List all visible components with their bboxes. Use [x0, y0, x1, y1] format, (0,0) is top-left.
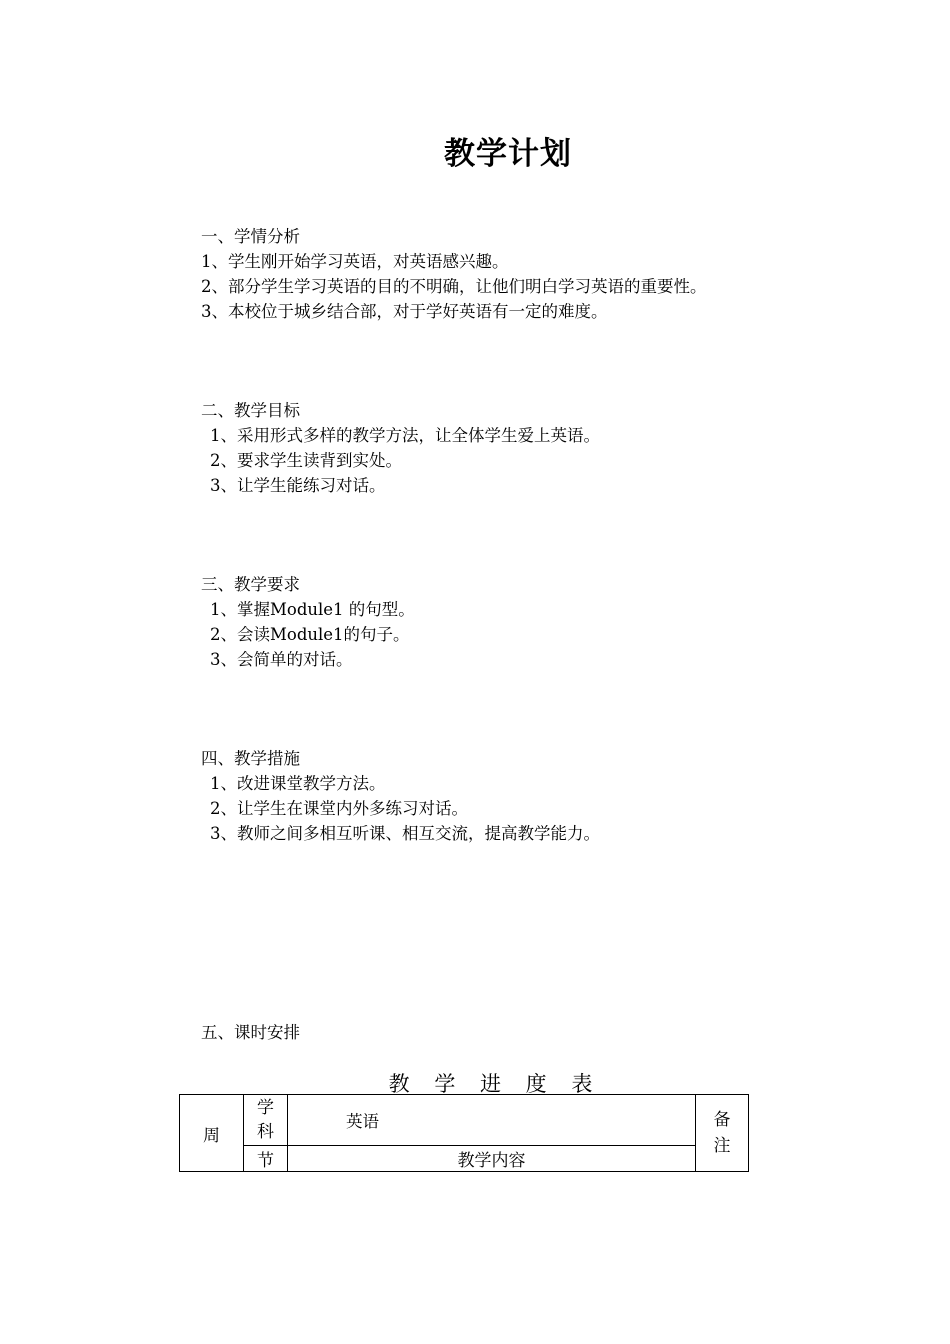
section-heading: 一、学情分析 — [201, 227, 300, 246]
week-header: 周 — [180, 1095, 244, 1172]
remark-header-line1: 备 — [713, 1110, 731, 1130]
list-item: 1、采用形式多样的教学方法，让全体学生爱上英语。 — [210, 426, 600, 445]
section-heading: 三、教学要求 — [201, 575, 300, 594]
subject-header — [244, 1095, 288, 1146]
list-item: 1、学生刚开始学习英语，对英语感兴趣。 — [201, 252, 509, 271]
subject-header-line1: 学 — [257, 1098, 274, 1118]
section-schedule — [201, 1020, 300, 1045]
list-item: 2、会读Module1的句子。 — [210, 625, 410, 644]
list-item: 2、部分学生学习英语的目的不明确，让他们明白学习英语的重要性。 — [201, 277, 707, 296]
list-item: 1、改进课堂教学方法。 — [210, 774, 386, 793]
section-teaching-requirements — [201, 572, 415, 672]
schedule-table — [179, 1094, 749, 1172]
list-item: 2、让学生在课堂内外多练习对话。 — [210, 799, 468, 818]
list-item: 3、会简单的对话。 — [210, 650, 353, 669]
list-item: 1、掌握Module1 的句型。 — [210, 600, 415, 619]
list-item: 3、让学生能练习对话。 — [210, 476, 386, 495]
section-header: 节 — [244, 1146, 288, 1172]
subject-value: 英语 — [288, 1095, 696, 1146]
remark-header — [696, 1095, 749, 1172]
section-heading: 五、课时安排 — [201, 1023, 300, 1042]
page-title: 教学计划 — [444, 136, 572, 172]
list-item: 2、要求学生读背到实处。 — [210, 451, 402, 470]
list-item: 3、本校位于城乡结合部，对于学好英语有一定的难度。 — [201, 302, 608, 321]
section-teaching-measures — [201, 746, 600, 846]
section-heading: 四、教学措施 — [201, 749, 300, 768]
section-teaching-goals — [201, 398, 600, 498]
remark-header-line2: 注 — [713, 1136, 731, 1156]
list-item: 3、教师之间多相互听课、相互交流，提高教学能力。 — [210, 824, 600, 843]
section-heading: 二、教学目标 — [201, 401, 300, 420]
schedule-table-title: 教 学 进 度 表 — [388, 1072, 602, 1096]
content-header: 教学内容 — [288, 1146, 696, 1172]
section-learning-analysis — [201, 224, 707, 324]
subject-header-line2: 科 — [257, 1122, 274, 1142]
